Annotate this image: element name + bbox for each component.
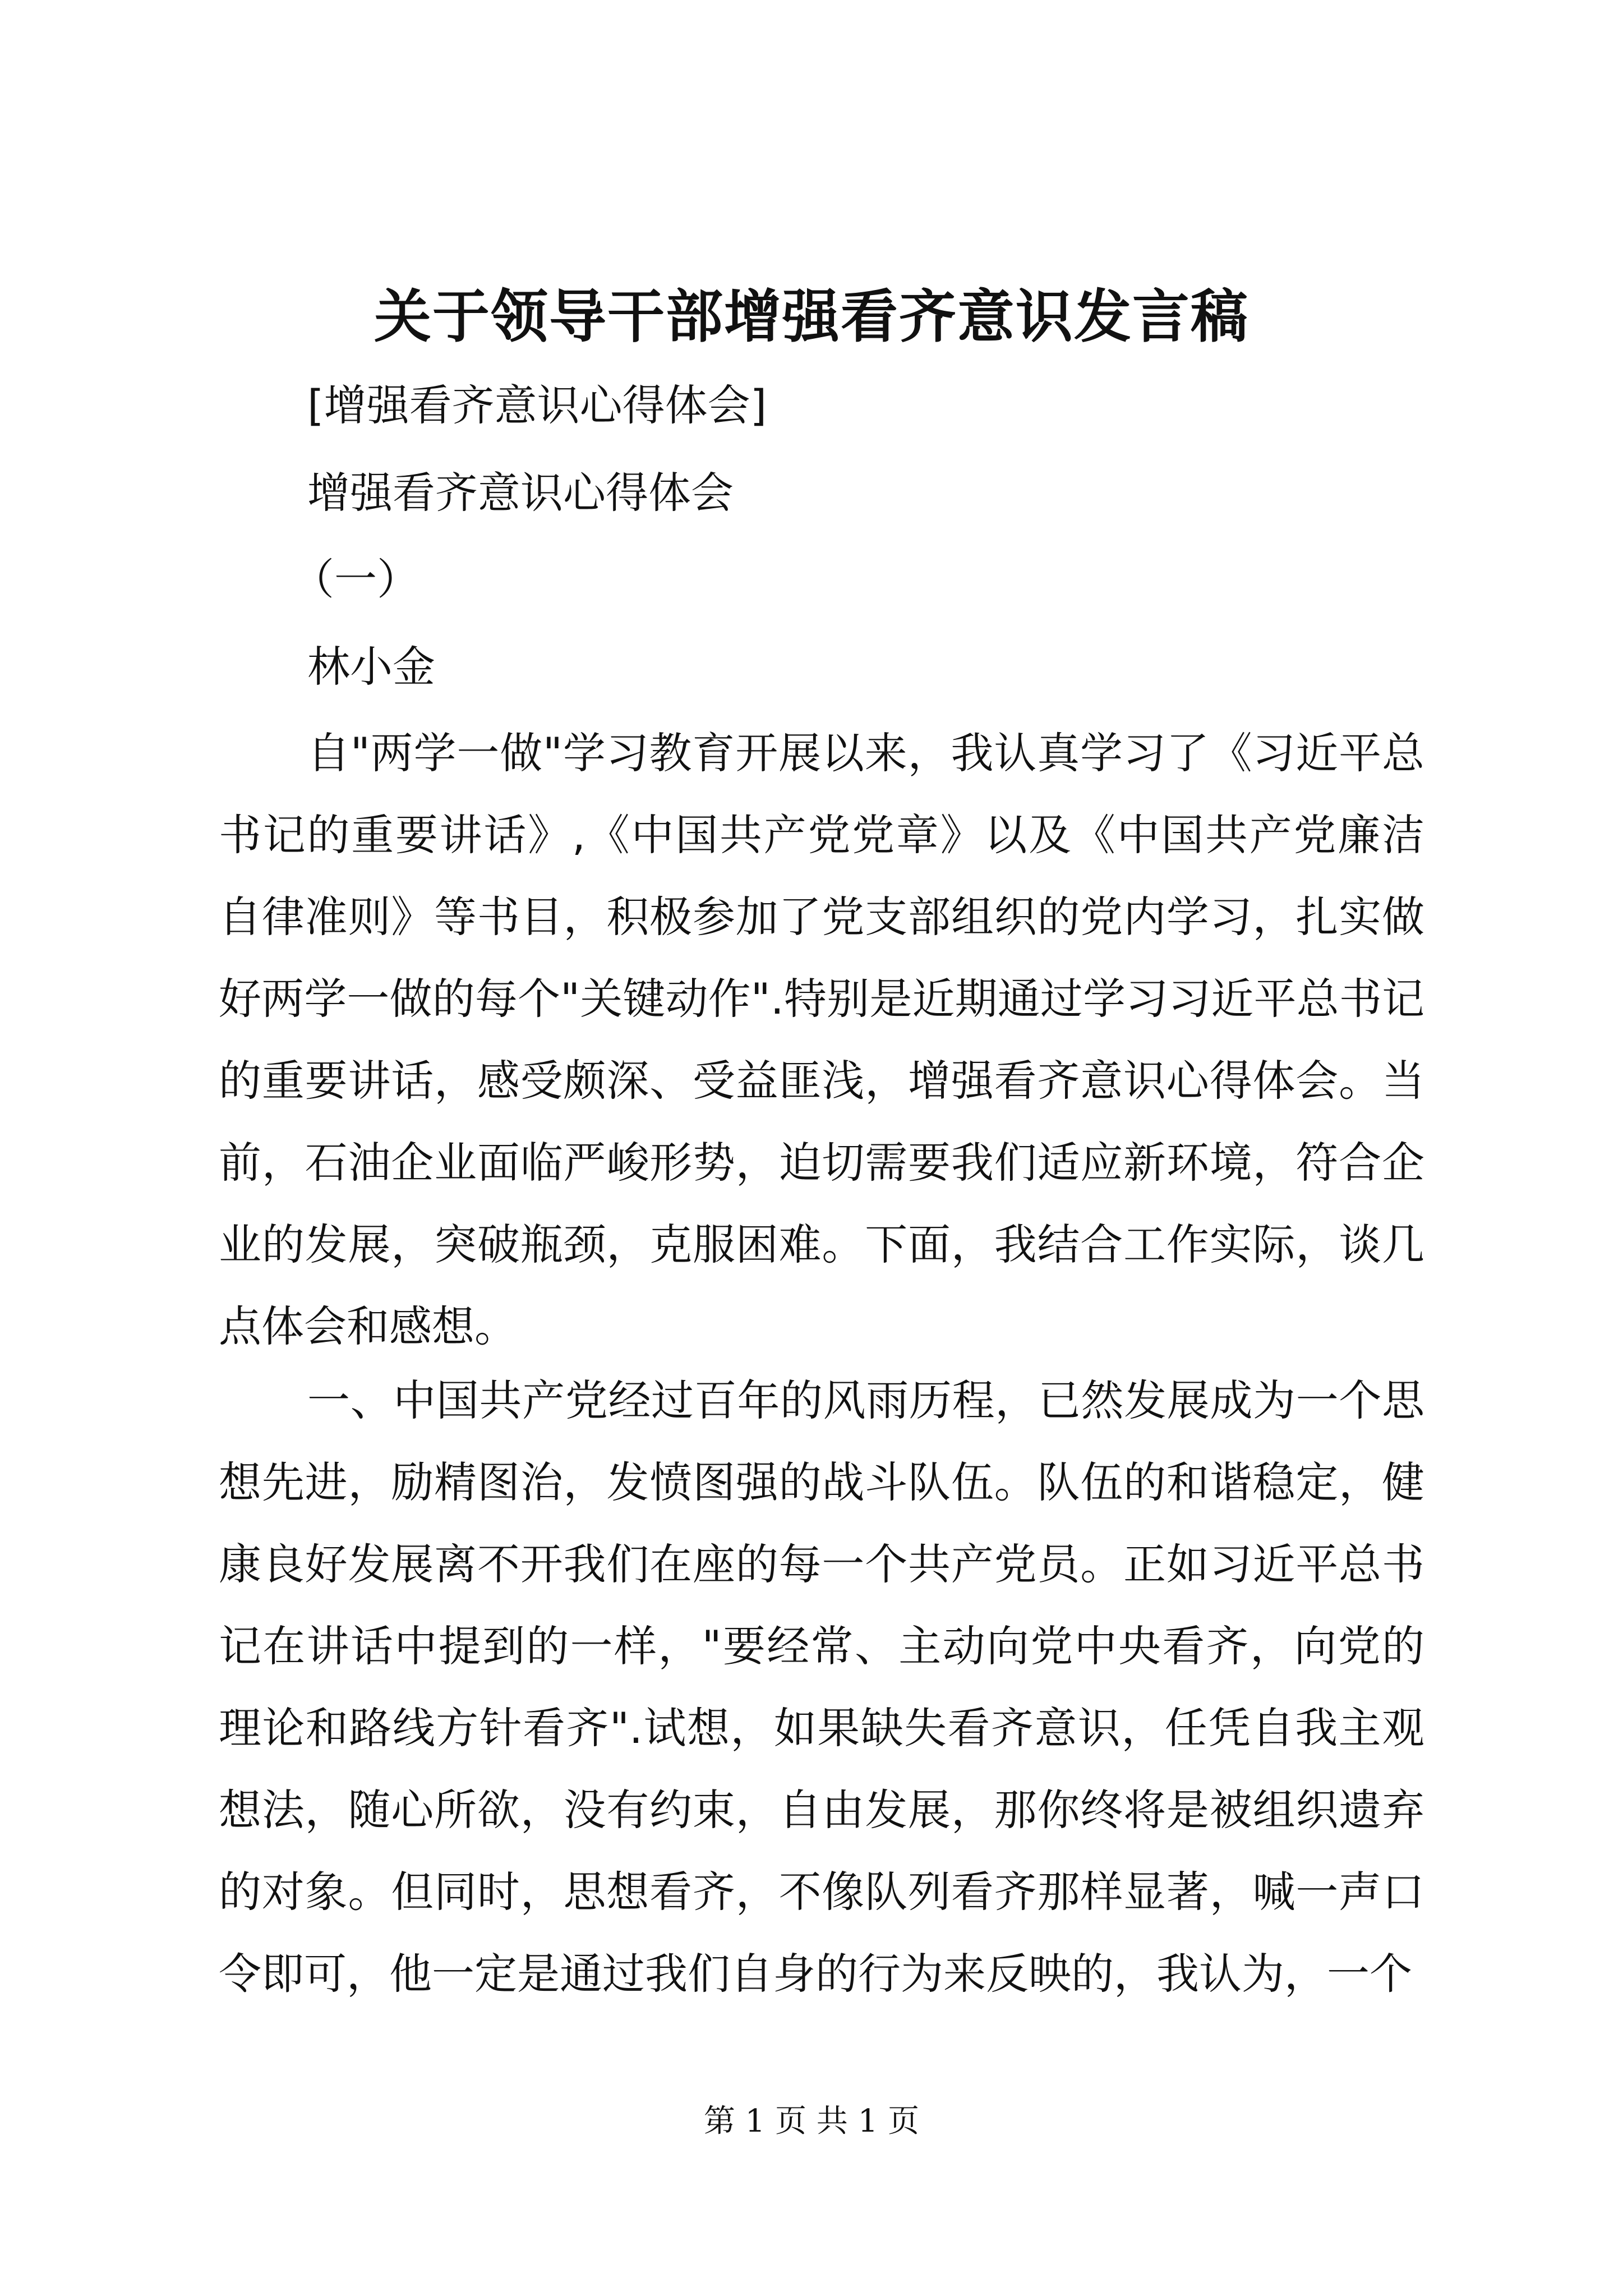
tag-line: [增强看齐意识心得体会] xyxy=(307,380,767,430)
document-title: 关于领导干部增强看齐意识发言稿 xyxy=(374,283,1249,351)
paragraph-section-one: 一、中国共产党经过百年的风雨历程，已然发展成为一个思想先进，励精图治，发愤图强的战斗队伍。队伍的和谐稳定，健康良好发展离不开我们在座的每一个共产党员。正如习近平总书记在讲话中提到的一样，"要经常、主动向党中央看齐，向党的理论和路线方针看齐".试想，如果缺失看齐意识，任凭自我主观想法，随心所欲，没有约束，自由发展，那你终将是被组织遗弃的对象。但同时，思想看齐，不像队列看齐那样显著，喊一声口令即可，他一定是通过我们自身的行为来反映的，我认为，一个 xyxy=(219,1375,1424,1999)
subtitle: 增强看齐意识心得体会 xyxy=(307,468,734,518)
author-name: 林小金 xyxy=(307,642,435,692)
page-footer: 第 1 页 共 1 页 xyxy=(703,2103,920,2139)
section-number: （一） xyxy=(292,554,419,604)
paragraph-intro: 自"两学一做"学习教育开展以来，我认真学习了《习近平总书记的重要讲话》,《中国共产党党章》以及《中国共产党廉洁自律准则》等书目，积极参加了党支部组织的党内学习，扎实做好两学一做的每个"关键动作".特别是近期通过学习习近平总书记的重要讲话，感受颇深、受益匪浅，增强看齐意识心得体会。当前，石油企业面临严峻形势，迫切需要我们适应新环境，符合企业的发展，突破瓶颈，克服困难。下面，我结合工作实际，谈几点体会和感想。 xyxy=(219,728,1424,1351)
